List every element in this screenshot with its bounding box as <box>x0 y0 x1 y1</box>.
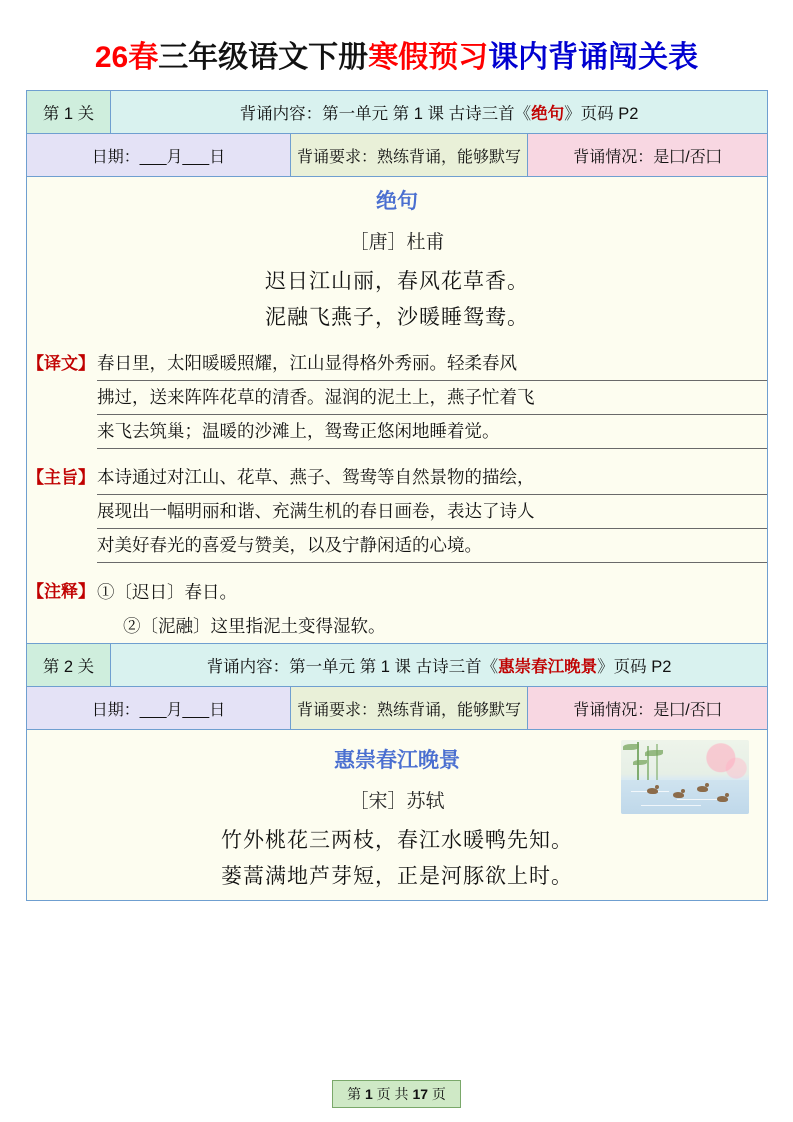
pass-2-poem-line-1: 竹外桃花三两枝，春江水暖鸭先知。 <box>221 828 573 853</box>
pass-1-date-field[interactable]: 日期：___月___日 <box>27 134 291 177</box>
ripple-shape <box>677 799 721 800</box>
pass-1-content-suffix: 》页码 P2 <box>564 105 639 123</box>
pass-1-content <box>111 91 768 134</box>
footer-current-page: 1 <box>364 1086 373 1102</box>
pass-2-label: 第 2 关 <box>27 644 111 687</box>
page-number-badge <box>332 1080 461 1108</box>
notes-body <box>97 575 767 643</box>
title-part-highlight: 寒假预习 <box>368 41 489 74</box>
pass-1-body <box>27 177 768 644</box>
table-row <box>27 730 768 901</box>
notes-line-2: ②〔泥融〕这里指泥土变得湿软。 <box>123 616 386 637</box>
pass-2-date-field[interactable]: 日期：___月___日 <box>27 687 291 730</box>
pass-1-theme-section <box>27 461 767 563</box>
notes-label: 【注释】 <box>27 582 95 602</box>
title-part-season: 春 <box>128 41 159 74</box>
pass-2-body <box>27 730 768 901</box>
theme-line-1: 本诗通过对江山、花草、燕子、鸳鸯等自然景物的描绘， <box>97 461 767 495</box>
translation-line-2: 拂过，送来阵阵花草的清香。湿润的泥土上，燕子忙着飞 <box>97 381 767 415</box>
pass-1-poem-name: 绝句 <box>531 105 565 123</box>
page-title <box>26 32 767 76</box>
footer-middle: 页 共 <box>376 1086 409 1102</box>
recitation-table <box>26 90 768 901</box>
footer-total-pages: 17 <box>412 1086 429 1102</box>
ripple-shape <box>641 805 701 806</box>
pass-1-label: 第 1 关 <box>27 91 111 134</box>
pass-2-content <box>111 644 768 687</box>
pass-2-content-prefix: 背诵内容：第一单元 第 1 课 古诗三首《 <box>206 658 499 677</box>
table-row <box>27 134 768 177</box>
title-part-year: 26 <box>94 41 129 74</box>
pass-2-poem-author: ［宋］苏轼 <box>349 791 445 813</box>
pass-2-content-suffix: 》页码 P2 <box>597 658 672 677</box>
pass-1-content-prefix: 背诵内容：第一单元 第 1 课 古诗三首《 <box>239 105 532 123</box>
pass-2-poem-title: 惠崇春江晚景 <box>334 748 460 773</box>
translation-line-1: 春日里，太阳暖暖照耀，江山显得格外秀丽。轻柔春风 <box>97 347 767 381</box>
table-row <box>27 177 768 644</box>
duck-icon <box>717 796 728 802</box>
translation-body <box>97 347 767 449</box>
table-row <box>27 91 768 134</box>
notes-line-1: ①〔迟日〕春日。 <box>97 582 237 603</box>
pass-1-poem-title: 绝句 <box>376 189 418 213</box>
translation-label: 【译文】 <box>27 354 95 374</box>
pass-2-poem-line-2: 蒌蒿满地芦芽短，正是河豚欲上时。 <box>221 863 573 888</box>
translation-line-3: 来飞去筑巢；温暖的沙滩上，鸳鸯正悠闲地睡着觉。 <box>97 415 767 449</box>
pass-1-poem-author: ［唐］杜甫 <box>349 232 445 253</box>
page-footer <box>0 1080 793 1108</box>
pass-1-requirement: 背诵要求：熟练背诵，能够默写 <box>291 134 528 177</box>
pass-1-status[interactable]: 背诵情况：是囗/否囗 <box>528 134 768 177</box>
pass-1-poem-line-1: 迟日江山丽，春风花草香。 <box>265 269 529 293</box>
duck-icon <box>697 786 708 792</box>
water-shape <box>621 780 749 814</box>
pass-2-poem-name: 惠崇春江晚景 <box>498 658 598 677</box>
pass-2-requirement: 背诵要求：熟练背诵，能够默写 <box>291 687 528 730</box>
pass-1-notes-section <box>27 575 767 643</box>
pass-2-status[interactable]: 背诵情况：是囗/否囗 <box>528 687 768 730</box>
footer-suffix: 页 <box>431 1086 446 1102</box>
pass-1-poem-line-2: 泥融飞燕子，沙暖睡鸳鸯。 <box>265 304 529 329</box>
theme-body <box>97 461 767 563</box>
duck-icon <box>673 792 684 798</box>
theme-line-3: 对美好春光的喜爱与赞美，以及宁静闲适的心境。 <box>97 529 767 563</box>
title-part-grade: 三年级语文下册 <box>158 41 369 74</box>
theme-line-2: 展现出一幅明丽和谐、充满生机的春日画卷，表达了诗人 <box>97 495 767 529</box>
theme-label: 【主旨】 <box>27 468 95 488</box>
duck-icon <box>647 788 658 794</box>
footer-prefix: 第 <box>347 1086 362 1102</box>
table-row <box>27 687 768 730</box>
table-row <box>27 644 768 687</box>
title-part-tail: 课内背诵闯关表 <box>488 41 699 74</box>
pass-1-translation-section <box>27 347 767 449</box>
spring-river-illustration <box>621 740 749 814</box>
